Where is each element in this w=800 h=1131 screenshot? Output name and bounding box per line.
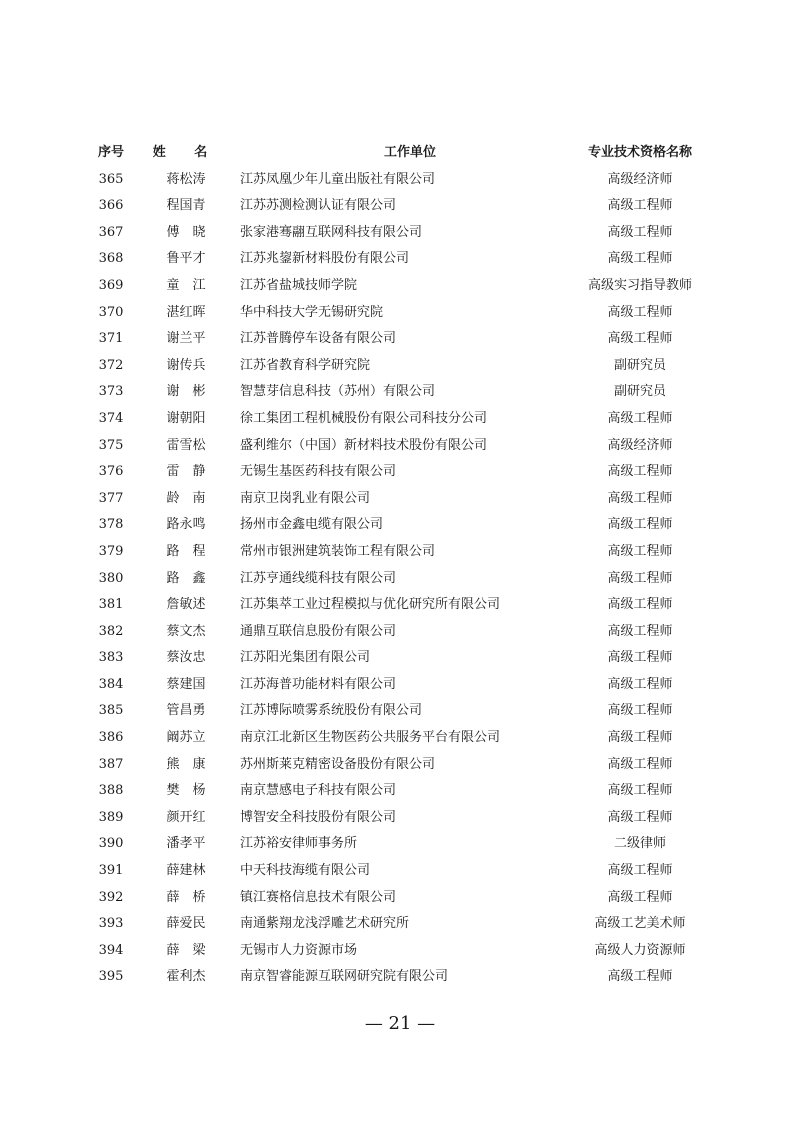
name-cell: 童 江 [166, 277, 206, 293]
header-name: 姓 名 [152, 145, 220, 160]
serial-number-cell: 386 [98, 730, 124, 746]
name-cell: 路永鸣 [166, 517, 206, 533]
name-cell: 阚苏立 [166, 730, 206, 746]
page-number: — 21 — [364, 1013, 436, 1034]
work-unit-cell: 南京卫岗乳业有限公司 [240, 490, 371, 506]
serial-number-cell: 374 [98, 410, 124, 426]
qualification-cell: 高级工程师 [607, 490, 673, 506]
table-row [0, 858, 800, 885]
name-cell: 薛建林 [166, 863, 206, 879]
serial-number-cell: 381 [98, 597, 124, 613]
table-row [0, 592, 800, 619]
qualification-cell: 高级经济师 [607, 171, 673, 187]
qualification-cell: 高级工程师 [607, 730, 673, 746]
serial-number-cell: 382 [98, 623, 124, 639]
table-row [0, 193, 800, 220]
serial-number-cell: 366 [98, 198, 124, 214]
table-row [0, 353, 800, 380]
serial-number-cell: 383 [98, 650, 124, 666]
work-unit-cell: 江苏兆鋆新材料股份有限公司 [240, 251, 410, 267]
qualification-cell: 副研究员 [613, 357, 666, 373]
serial-number-cell: 373 [98, 384, 124, 400]
work-unit-cell: 无锡市人力资源市场 [240, 942, 358, 958]
table-row [0, 406, 800, 433]
name-cell: 蔡建国 [166, 676, 206, 692]
qualification-cell: 高级工程师 [607, 224, 673, 240]
name-cell: 霍利杰 [166, 969, 206, 985]
name-cell: 薛 梁 [166, 942, 206, 958]
name-cell: 谢兰平 [166, 331, 206, 347]
table-header-row [0, 140, 800, 167]
table-row [0, 698, 800, 725]
serial-number-cell: 385 [98, 703, 124, 719]
qualification-cell: 高级工程师 [607, 783, 673, 799]
work-unit-cell: 南通紫翔龙浅浮雕艺术研究所 [240, 916, 410, 932]
serial-number-cell: 380 [98, 570, 124, 586]
table-row [0, 566, 800, 593]
qualification-cell: 高级人力资源师 [594, 942, 686, 958]
table-row [0, 220, 800, 247]
serial-number-cell: 370 [98, 304, 124, 320]
qualification-cell: 高级工程师 [607, 889, 673, 905]
name-cell: 蒋松涛 [166, 171, 206, 187]
work-unit-cell: 江苏海普功能材料有限公司 [240, 676, 397, 692]
qualification-cell: 二级律师 [613, 836, 666, 852]
qualification-cell: 高级工程师 [607, 543, 673, 559]
work-unit-cell: 南京智睿能源互联网研究院有限公司 [240, 969, 449, 985]
serial-number-cell: 393 [98, 916, 124, 932]
name-cell: 雷雪松 [166, 437, 206, 453]
table-row [0, 805, 800, 832]
serial-number-cell: 369 [98, 277, 124, 293]
qualification-cell: 高级工程师 [607, 570, 673, 586]
table-row [0, 778, 800, 805]
name-cell: 薛 桥 [166, 889, 206, 905]
qualification-cell: 高级工程师 [607, 756, 673, 772]
serial-number-cell: 379 [98, 543, 124, 559]
work-unit-cell: 无锡生基医药科技有限公司 [240, 464, 397, 480]
serial-number-cell: 389 [98, 809, 124, 825]
table-row [0, 326, 800, 353]
table-row [0, 433, 800, 460]
name-cell: 潘孝平 [166, 836, 206, 852]
table-row [0, 459, 800, 486]
serial-number-cell: 391 [98, 863, 124, 879]
table-row [0, 539, 800, 566]
table-row [0, 167, 800, 194]
serial-number-cell: 395 [98, 969, 124, 985]
work-unit-cell: 博智安全科技股份有限公司 [240, 809, 397, 825]
work-unit-cell: 江苏省教育科学研究院 [240, 357, 371, 373]
name-cell: 樊 杨 [166, 783, 206, 799]
name-cell: 蔡汝忠 [166, 650, 206, 666]
work-unit-cell: 江苏省盐城技师学院 [240, 277, 358, 293]
qualification-cell: 高级工程师 [607, 863, 673, 879]
name-cell: 傅 晓 [166, 224, 206, 240]
work-unit-cell: 南京江北新区生物医药公共服务平台有限公司 [240, 730, 501, 746]
header-qualification: 专业技术资格名称 [587, 145, 692, 160]
work-unit-cell: 江苏普腾停车设备有限公司 [240, 331, 397, 347]
name-cell: 路 鑫 [166, 570, 206, 586]
work-unit-cell: 江苏苏测检测认证有限公司 [240, 198, 397, 214]
work-unit-cell: 盛利维尔（中国）新材料技术股份有限公司 [240, 437, 488, 453]
serial-number-cell: 371 [98, 331, 124, 347]
serial-number-cell: 375 [98, 437, 124, 453]
serial-number-cell: 392 [98, 889, 124, 905]
name-cell: 蔡文杰 [166, 623, 206, 639]
qualification-cell: 高级工程师 [607, 809, 673, 825]
work-unit-cell: 江苏凤凰少年儿童出版社有限公司 [240, 171, 436, 187]
work-unit-cell: 智慧芽信息科技（苏州）有限公司 [240, 384, 436, 400]
serial-number-cell: 390 [98, 836, 124, 852]
qualification-cell: 副研究员 [613, 384, 666, 400]
serial-number-cell: 365 [98, 171, 124, 187]
table-row [0, 300, 800, 327]
personnel-table [0, 140, 800, 991]
name-cell: 熊 康 [166, 756, 206, 772]
qualification-cell: 高级工程师 [607, 410, 673, 426]
table-row [0, 885, 800, 912]
qualification-cell: 高级工程师 [607, 517, 673, 533]
qualification-cell: 高级工程师 [607, 251, 673, 267]
serial-number-cell: 378 [98, 517, 124, 533]
qualification-cell: 高级经济师 [607, 437, 673, 453]
serial-number-cell: 372 [98, 357, 124, 373]
name-cell: 湛红晖 [166, 304, 206, 320]
work-unit-cell: 苏州斯莱克精密设备股份有限公司 [240, 756, 436, 772]
qualification-cell: 高级工程师 [607, 676, 673, 692]
table-row [0, 273, 800, 300]
work-unit-cell: 江苏裕安律师事务所 [240, 836, 358, 852]
work-unit-cell: 江苏亨通线缆科技有限公司 [240, 570, 397, 586]
work-unit-cell: 徐工集团工程机械股份有限公司科技分公司 [240, 410, 488, 426]
table-row [0, 246, 800, 273]
qualification-cell: 高级工程师 [607, 331, 673, 347]
serial-number-cell: 376 [98, 464, 124, 480]
qualification-cell: 高级工程师 [607, 703, 673, 719]
name-cell: 管昌勇 [166, 703, 206, 719]
name-cell: 程国青 [166, 198, 206, 214]
table-row [0, 752, 800, 779]
qualification-cell: 高级工程师 [607, 969, 673, 985]
qualification-cell: 高级工程师 [607, 198, 673, 214]
serial-number-cell: 387 [98, 756, 124, 772]
work-unit-cell: 张家港骞翮互联网科技有限公司 [240, 224, 423, 240]
serial-number-cell: 388 [98, 783, 124, 799]
work-unit-cell: 江苏集萃工业过程模拟与优化研究所有限公司 [240, 597, 501, 613]
table-row [0, 964, 800, 991]
qualification-cell: 高级工程师 [607, 464, 673, 480]
name-cell: 谢传兵 [166, 357, 206, 373]
work-unit-cell: 华中科技大学无锡研究院 [240, 304, 384, 320]
table-row [0, 486, 800, 513]
table-body [0, 167, 800, 991]
table-row [0, 938, 800, 965]
serial-number-cell: 377 [98, 490, 124, 506]
header-serial-number: 序号 [97, 145, 124, 160]
work-unit-cell: 中天科技海缆有限公司 [240, 863, 371, 879]
name-cell: 薛爱民 [166, 916, 206, 932]
serial-number-cell: 368 [98, 251, 124, 267]
qualification-cell: 高级工程师 [607, 650, 673, 666]
qualification-cell: 高级工程师 [607, 623, 673, 639]
work-unit-cell: 江苏阳光集团有限公司 [240, 650, 371, 666]
name-cell: 谢朝阳 [166, 410, 206, 426]
name-cell: 詹敏述 [166, 597, 206, 613]
qualification-cell: 高级工艺美术师 [594, 916, 686, 932]
qualification-cell: 高级工程师 [607, 597, 673, 613]
qualification-cell: 高级实习指导教师 [587, 277, 692, 293]
work-unit-cell: 镇江赛格信息技术有限公司 [240, 889, 397, 905]
table-row [0, 831, 800, 858]
name-cell: 龄 南 [166, 490, 206, 506]
serial-number-cell: 394 [98, 942, 124, 958]
table-row [0, 911, 800, 938]
qualification-cell: 高级工程师 [607, 304, 673, 320]
work-unit-cell: 江苏博际喷雾系统股份有限公司 [240, 703, 423, 719]
name-cell: 雷 静 [166, 464, 206, 480]
work-unit-cell: 南京慧感电子科技有限公司 [240, 783, 397, 799]
table-row [0, 379, 800, 406]
work-unit-cell: 通鼎互联信息股份有限公司 [240, 623, 397, 639]
table-row [0, 619, 800, 646]
header-work-unit: 工作单位 [383, 145, 436, 160]
table-row [0, 725, 800, 752]
table-row [0, 645, 800, 672]
name-cell: 谢 彬 [166, 384, 206, 400]
work-unit-cell: 扬州市金鑫电缆有限公司 [240, 517, 384, 533]
table-row [0, 672, 800, 699]
work-unit-cell: 常州市银洲建筑装饰工程有限公司 [240, 543, 436, 559]
serial-number-cell: 384 [98, 676, 124, 692]
name-cell: 路 程 [166, 543, 206, 559]
serial-number-cell: 367 [98, 224, 124, 240]
name-cell: 鲁平才 [166, 251, 206, 267]
table-row [0, 512, 800, 539]
name-cell: 颜开红 [166, 809, 206, 825]
